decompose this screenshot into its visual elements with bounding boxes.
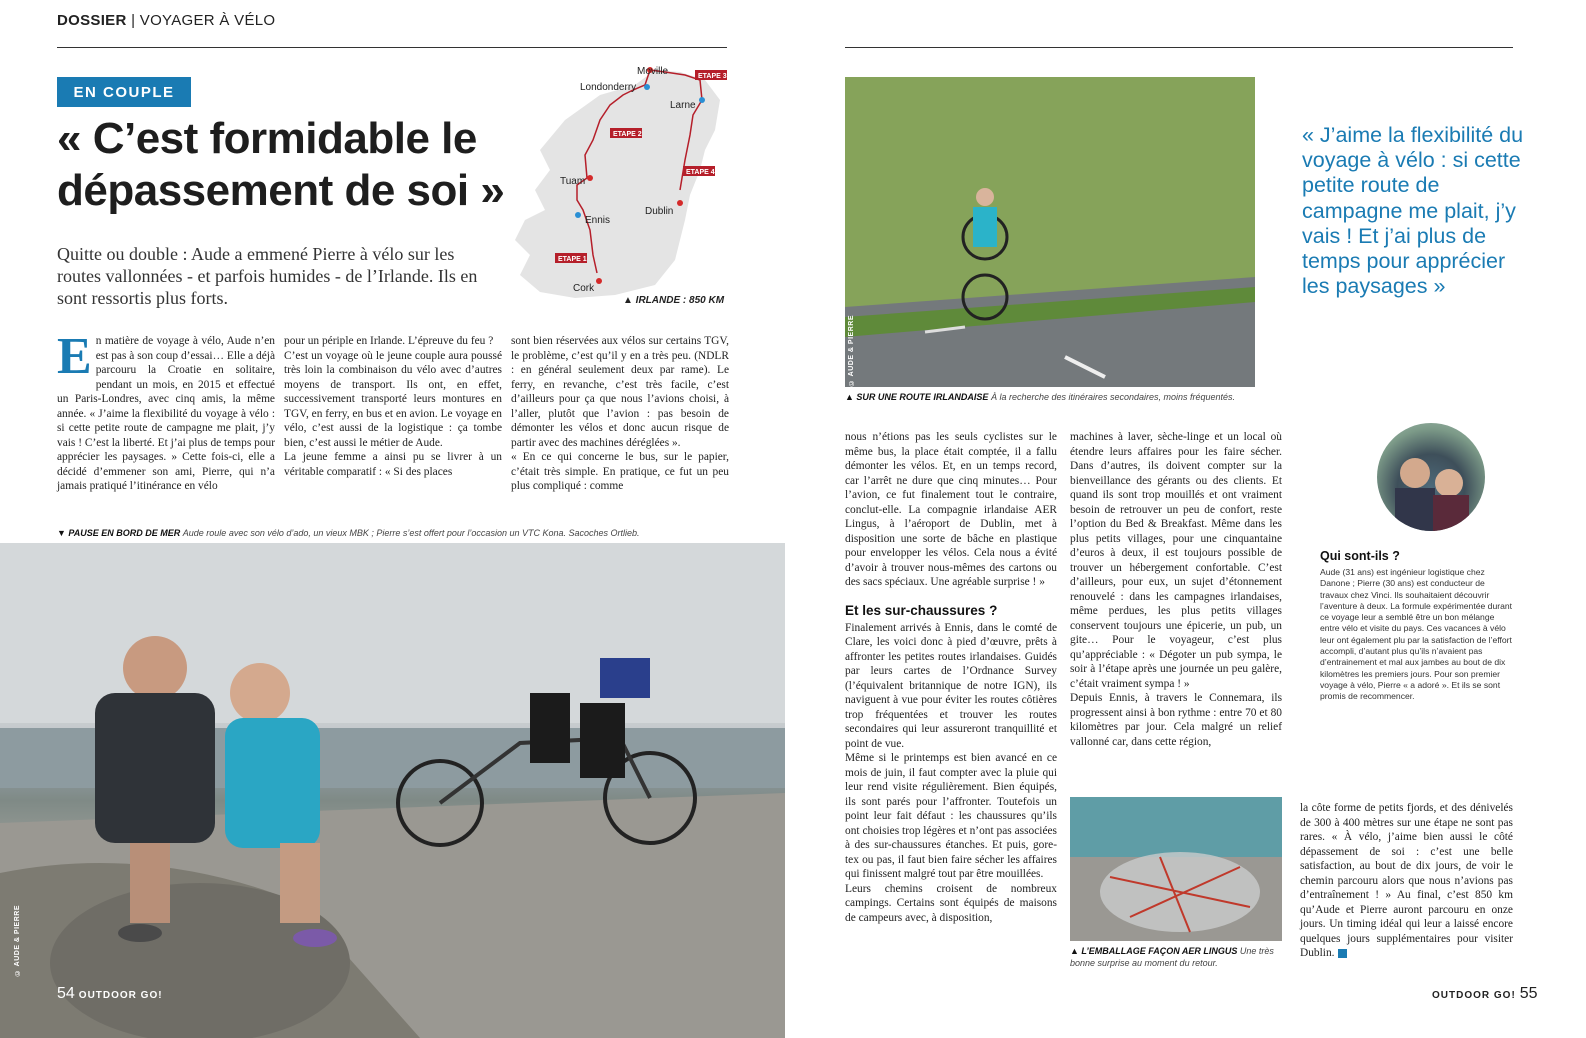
article-lead: Quitte ou double : Aude a emmené Pierre à vélo sur les routes vallonnées - et parfois humides - de l’Irlande. Ils en sont ressortis plus forts. xyxy=(57,244,478,308)
section-topic: VOYAGER À VÉLO xyxy=(139,12,276,29)
photo-credit: © AUDE & PIERRE xyxy=(14,905,21,977)
stage-3: ETAPE 3 xyxy=(698,73,727,80)
body-column-1 xyxy=(57,328,275,494)
town-cork: Cork xyxy=(573,283,595,294)
paragraph: La jeune femme a ainsi pu se livrer à un véritable comparatif : « Si des places xyxy=(284,451,502,478)
photo-illustration xyxy=(0,543,785,1038)
avatar-couple-photo xyxy=(1377,423,1485,531)
paragraph: Leurs chemins croisent de nombreux campings. Certains sont équipés de maisons de campeurs avec, à disposition, xyxy=(845,882,1057,924)
photo-caption-pause xyxy=(57,528,640,538)
body-column-3 xyxy=(511,334,729,494)
avatar-illustration xyxy=(1377,423,1485,531)
paragraph: machines à laver, sèche-linge et un local où étendre leurs affaires pour les faire sécher. Dans d’autres, ils doivent compter sur la bienveillance des gérants ou des clients. Et quand ils sont trop mouillés et ont vraiment besoin de retrouver un peu de confort, reste l’option du Bed & Breakfast. Même dans les plus petits villages, pour une cinquantaine d’euros à deux, il est toujours possible de trouver un hébergement confortable. C’est d’ailleurs, pour eux, un sujet d’étonnement renouvelé : dans les campagnes irlandaises, même perdues, les plus petits villages conservent toujours une épicerie, un pub, un gite… Pour le voyageur, c’est plus qu’appréciable : « Dégoter un pub sympa, le soir à l’étape après une journée un peu galère, c’était vraiment sympa ! » xyxy=(1070,431,1282,690)
caption-text: Une très bonne surprise au moment du retour. xyxy=(1070,946,1274,968)
paragraph: Finalement arrivés à Ennis, dans le comté de Clare, les voici donc à pied d’œuvre, prêts à affronter les petites routes irlandaises. Guidés par leurs cartes de l’Ordnance Survey (l’équivalent britannique de notre IGN), ils naviguent à vue pour éviter les routes côtières trop fréquentées et trouver les routes secondaires qui leur assureront tranquillité et point de vue. xyxy=(845,621,1057,750)
pin-cork xyxy=(596,278,602,284)
paragraph: sont bien réservées aux vélos sur certains TGV, le problème, c’est qu’il y en a très peu. (NDLR : en général seulement deux par rame). Le ferry, en revanche, c’est très facile, c’est d’ailleurs pour ça que nous l’avions choisi, à l’aller, plutôt que l’avion : pas besoin de démonter les vélos et donc aucun risque de partir avec des machines déréglées ». xyxy=(511,335,729,449)
end-of-article-mark xyxy=(1338,949,1347,958)
photo-credit: © AUDE & PIERRE xyxy=(848,315,855,387)
caption-text: Aude roule avec son vélo d’ado, un vieux MBK ; Pierre s’est offert pour l’occasion un VTC Kona. Sacoches Ortlieb. xyxy=(182,528,640,538)
article-title: « C’est formidable le dépassement de soi » xyxy=(57,114,505,215)
pin-tuam xyxy=(587,175,593,181)
caption-title: ▼ PAUSE EN BORD DE MER xyxy=(57,528,181,538)
stage-4: ETAPE 4 xyxy=(686,169,715,176)
pin-ennis xyxy=(575,212,581,218)
paragraph: C’est un voyage où le jeune couple aura poussé très loin la combinaison du vélo avec d’autres moyens de transport. Ils ont, en effet, successivement transporté leurs montures en TGV, en ferry, en bus et en avion. Le voyage en vélo, c’est aussi de la logistique : ça tombe bien, c’est aussi le métier de Aude. xyxy=(284,349,502,449)
paragraph: Même si le printemps est bien avancé en ce mois de juin, il faut compter avec la pluie qui leur rend visite régulièrement. Bien équipés, ils sont parés pour l’affronter. Toutefois un point leur fait défaut : les chaussures qu’ils ont choisies trop légères et n’ont pas associées à des sur-chaussures étanches. Et puis, gore-tex ou pas, il faut bien faire sécher les affaires qui finissent malgré tout par être mouillées. xyxy=(845,752,1057,880)
paragraph: « En ce qui concerne le bus, sur le papier, c’était très simple. En pratique, ce fut un peu plus compliqué : comme xyxy=(511,451,729,492)
photo-bike-packaging xyxy=(1070,797,1282,941)
subheading: Et les sur-chaussures ? xyxy=(845,602,998,618)
town-moville: Moville xyxy=(637,66,669,77)
body-column-2 xyxy=(284,334,502,479)
paragraph: Depuis Ennis, à travers le Connemara, ils progressent ainsi à bon rythme : entre 70 et 80 kilomètres par jour. Cela malgré un relief vallonné car, dans cette région, xyxy=(1070,692,1282,748)
paragraph: pour un périple en Irlande. L’épreuve du feu ? xyxy=(284,335,494,347)
section-header xyxy=(57,12,275,29)
sidebar-box-text: Aude (31 ans) est ingénieur logistique chez Danone ; Pierre (30 ans) est conducteur de travaux chez Vinci. Ils souhaitaient découvrir l’aventure à deux. La formule expérimentée durant ce voyage leur a semblé être un bon mélange entre vélo et visite du pays. Ces vacances à vélo leur ont également plu par la satisfaction de l’effort accompli, d’autant plus qu’ils n’avaient pas d’entrainement et mal aux jambes au bout de dix kilomètres les premiers jours. Pour son premier voyage à vélo, Pierre « a adoré ». Et ils se sont promis de recommencer. xyxy=(1320,567,1513,702)
town-dublin: Dublin xyxy=(645,206,674,217)
caption-text: À la recherche des itinéraires secondaires, moins fréquentés. xyxy=(990,392,1236,402)
paragraph: nous n’étions pas les seuls cyclistes sur le même bus, la place était comptée, il a fallu démonter les vélos. Et, en un temps record, car l’arrêt ne dure que cinq minutes… Pour l’avion, ce fut finalement tout le contraire, conclut-elle. La compagnie irlandaise AER Lingus, à l’aéroport de Dublin, met à disposition une sorte de bâche en plastique pour envelopper les vélos. Cela nous a évité d’avoir à trouver nous-mêmes des cartons ou des sacs spéciaux. Une agréable surprise ! » xyxy=(845,431,1057,588)
sidebar-box-title: Qui sont-ils ? xyxy=(1320,549,1400,563)
header-rule-left xyxy=(57,47,727,48)
header-separator: | xyxy=(131,12,136,29)
photo-caption-packaging xyxy=(1070,945,1285,969)
sidebar-box-who xyxy=(1320,549,1515,703)
page-folio-left xyxy=(57,985,163,1003)
stage-1: ETAPE 1 xyxy=(558,256,587,263)
ireland-route-map xyxy=(505,60,735,325)
map-caption: ▲ IRLANDE : 850 KM xyxy=(623,295,725,306)
section-label: DOSSIER xyxy=(57,12,127,29)
pin-larne xyxy=(699,97,705,103)
body-column-6 xyxy=(1300,801,1513,961)
magazine-brand: OUTDOOR GO! xyxy=(1432,990,1516,1001)
town-ennis: Ennis xyxy=(585,215,611,226)
pin-dublin xyxy=(677,200,683,206)
body-column-5 xyxy=(1070,430,1282,749)
town-tuam: Tuam xyxy=(560,176,586,187)
town-larne: Larne xyxy=(670,100,696,111)
town-londonderry: Londonderry xyxy=(580,82,637,93)
photo-illustration xyxy=(845,77,1255,387)
page-number: 54 xyxy=(57,985,75,1002)
category-badge: EN COUPLE xyxy=(57,77,191,107)
photo-caption-road xyxy=(845,392,1235,402)
page-folio-right xyxy=(1432,985,1538,1003)
pin-londonderry xyxy=(644,84,650,90)
stage-2: ETAPE 2 xyxy=(613,131,642,138)
caption-title: ▲ L’EMBALLAGE FAÇON AER LINGUS xyxy=(1070,946,1238,956)
pull-quote: « J’aime la flexibilité du voyage à vélo : si cette petite route de campagne me plait, j’y vais ! Et j’ai plus de temps pour apprécier les paysages » xyxy=(1302,123,1524,299)
caption-title: ▲ SUR UNE ROUTE IRLANDAISE xyxy=(845,392,989,402)
header-rule-right xyxy=(845,47,1513,48)
magazine-brand: OUTDOOR GO! xyxy=(78,990,163,1001)
photo-couple-seaside xyxy=(0,543,785,1038)
page-number: 55 xyxy=(1519,985,1538,1002)
paragraph: n matière de voyage à vélo, Aude n’en est pas à son coup d’essai… Elle a déjà parcouru la Croatie en solitaire, pendant un mois, en 2015 et effectué un Paris-Londres, avec cinq amis, la même année. « J’aime la flexibilité du voyage à vélo : si cette petite route de campagne me plait, j’y vais ! C’est la liberté. Et j’ai plus de temps pour apprécier les paysages. » Cette fois-ci, elle a décidé d’emmener son ami, Pierre, qui n’a jamais pratiqué l’itinérance en vélo xyxy=(57,335,275,492)
body-column-4 xyxy=(845,430,1057,925)
photo-illustration xyxy=(1070,797,1282,941)
paragraph: la côte forme de petits fjords, et des dénivelés de 300 à 400 mètres sur une étape ne sont pas rares. « À vélo, j’aime bien aussi le côté dépassement de soi : c’est une belle satisfaction, au bout de dix jours, de voir le chemin parcouru alors que nous n’avions pas d’entraînement ! » Au final, c’est 850 km qu’Aude et Pierre auront parcouru en onze jours. Un timing idéal qui leur a laissé encore quelques jours supplémentaires pour visiter Dublin. xyxy=(1300,802,1513,959)
drop-cap: E xyxy=(57,328,92,385)
photo-cyclist-road xyxy=(845,77,1255,387)
